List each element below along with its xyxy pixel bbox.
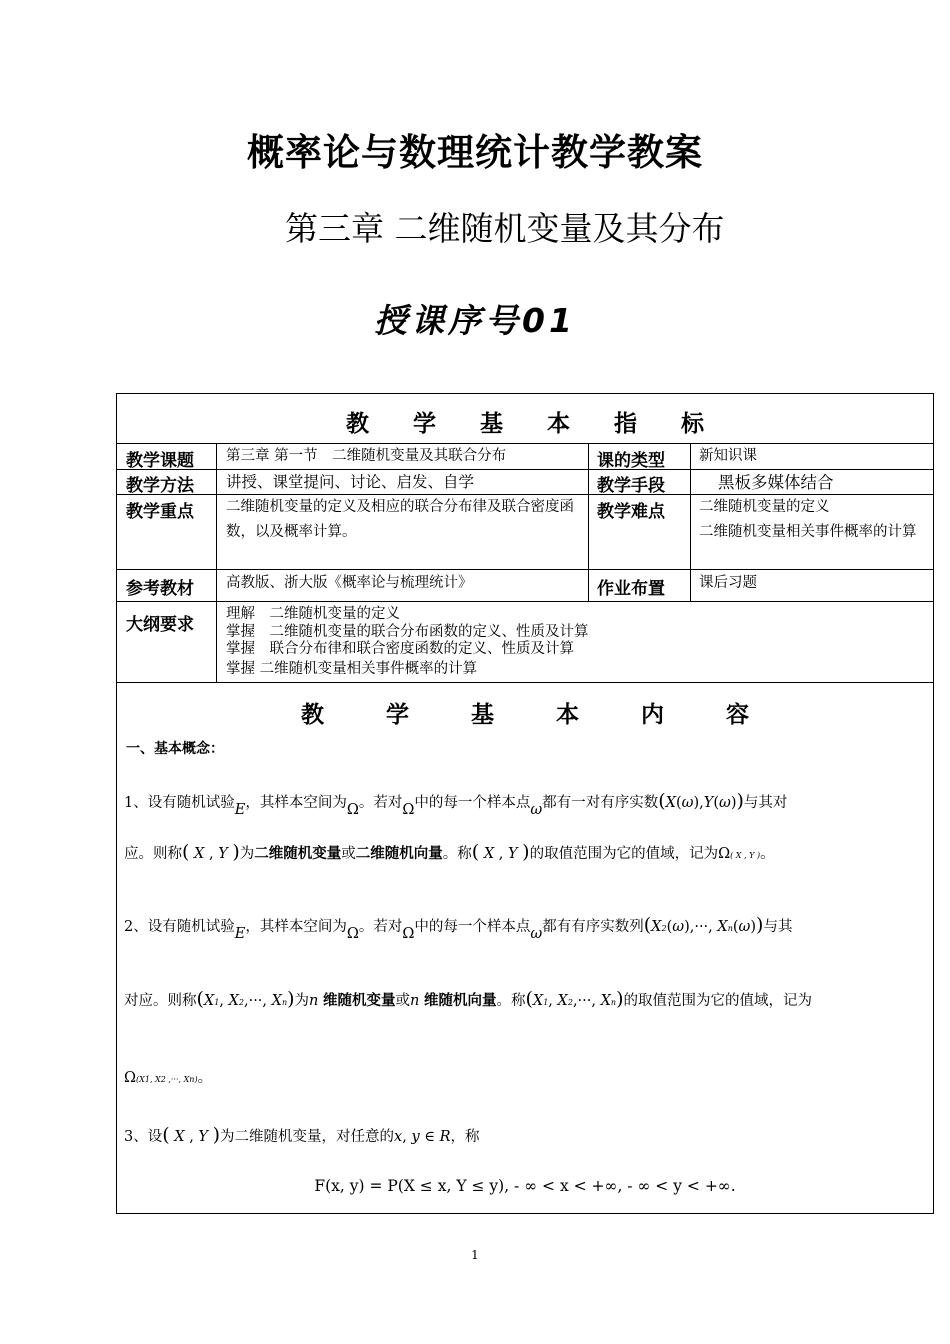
grid-line [116,601,934,602]
label-syllabus: 大纲要求 [126,615,194,635]
difficulty-line: 二维随机变量相关事件概率的计算 [699,524,917,540]
distribution-function-formula: F(x, y) = P(X ≤ x, Y ≤ y), - ∞ < x < +∞, - ∞ < y < +∞. [314,1177,736,1195]
label-topic: 教学课题 [126,451,194,471]
label-homework: 作业布置 [597,579,665,599]
header-char: 标 [681,411,704,437]
table-header-content [116,696,934,729]
header-char: 本 [547,411,570,437]
header-char: 容 [726,702,749,728]
means-value: 黑板多媒体结合 [718,473,834,492]
reference-value: 高教版、浙大版《概率论与梳理统计》 [226,575,473,591]
label-key-point: 教学重点 [126,502,194,522]
page-number: 1 [471,1248,479,1262]
grid-line [116,682,934,683]
difficulty-value [699,495,929,545]
header-char: 基 [471,702,494,728]
paragraph-1-line-2: 应。则称( X , Y )为二维随机变量或二维随机向量。称( X , Y )的取值范围为它的值域，记为Ω( X , Y )。 [124,841,775,863]
grid-line [216,443,217,682]
header-char: 学 [386,702,409,728]
header-char: 教 [346,411,369,437]
label-difficulty: 教学难点 [597,502,665,522]
paragraph-2-line-2: 对应。则称(X1, X2,···, Xn)为n 维随机变量或n 维随机向量。称(X1, X2,···, Xn)的取值范围为它的值域，记为 [124,988,812,1010]
header-char: 本 [556,702,579,728]
grid-line [588,443,589,601]
header-char: 教 [301,702,324,728]
header-char: 基 [480,411,503,437]
key-point-value: 二维随机变量的定义及相应的联合分布律及联合密度函数，以及概率计算。 [226,499,574,540]
paragraph-3: 3、设( X , Y )为二维随机变量，对任意的x, y ∈ R，称 [124,1124,480,1146]
homework-value: 课后习题 [699,575,757,591]
syllabus-item: 掌握 二维随机变量的联合分布函数的定义、性质及计算 [226,624,589,640]
paragraph-1-line-1: 1、设有随机试验E，其样本空间为Ω。若对Ω中的每一个样本点ω都有一对有序实数(X(ω),Y(ω))与其对 [124,790,788,818]
section-heading: 一、基本概念： [126,741,224,757]
label-reference: 参考教材 [126,579,194,599]
label-means: 教学手段 [597,476,665,496]
header-char: 学 [413,411,436,437]
lesson-type-value: 新知识课 [699,448,757,464]
label-method: 教学方法 [126,476,194,496]
difficulty-line: 二维随机变量的定义 [699,499,830,515]
lesson-number: 授课序号01 [374,301,576,340]
paragraph-2-line-1: 2、设有随机试验E，其样本空间为Ω。若对Ω中的每一个样本点ω都有有序实数列(X2(ω),···, Xn(ω))与其 [124,914,793,942]
paragraph-2-line-3: Ω(X1, X2 ,···, Xn)。 [124,1070,213,1086]
header-char: 指 [614,411,637,437]
grid-line [116,569,934,570]
method-value: 讲授、课堂提问、讨论、启发、自学 [226,473,475,491]
chapter-title: 第三章 二维随机变量及其分布 [285,209,725,248]
table-header-indicators [116,405,934,438]
topic-value: 第三章 第一节 二维随机变量及其联合分布 [226,448,507,464]
syllabus-item: 掌握 联合分布律和联合密度函数的定义、性质及计算 [226,641,574,657]
header-char: 内 [641,702,664,728]
label-lesson-type: 课的类型 [597,451,665,471]
grid-line [690,443,691,601]
syllabus-item: 理解 二维随机变量的定义 [226,606,400,622]
document-title: 概率论与数理统计教学教案 [247,131,703,174]
syllabus-item: 掌握 二维随机变量相关事件概率的计算 [226,661,478,677]
